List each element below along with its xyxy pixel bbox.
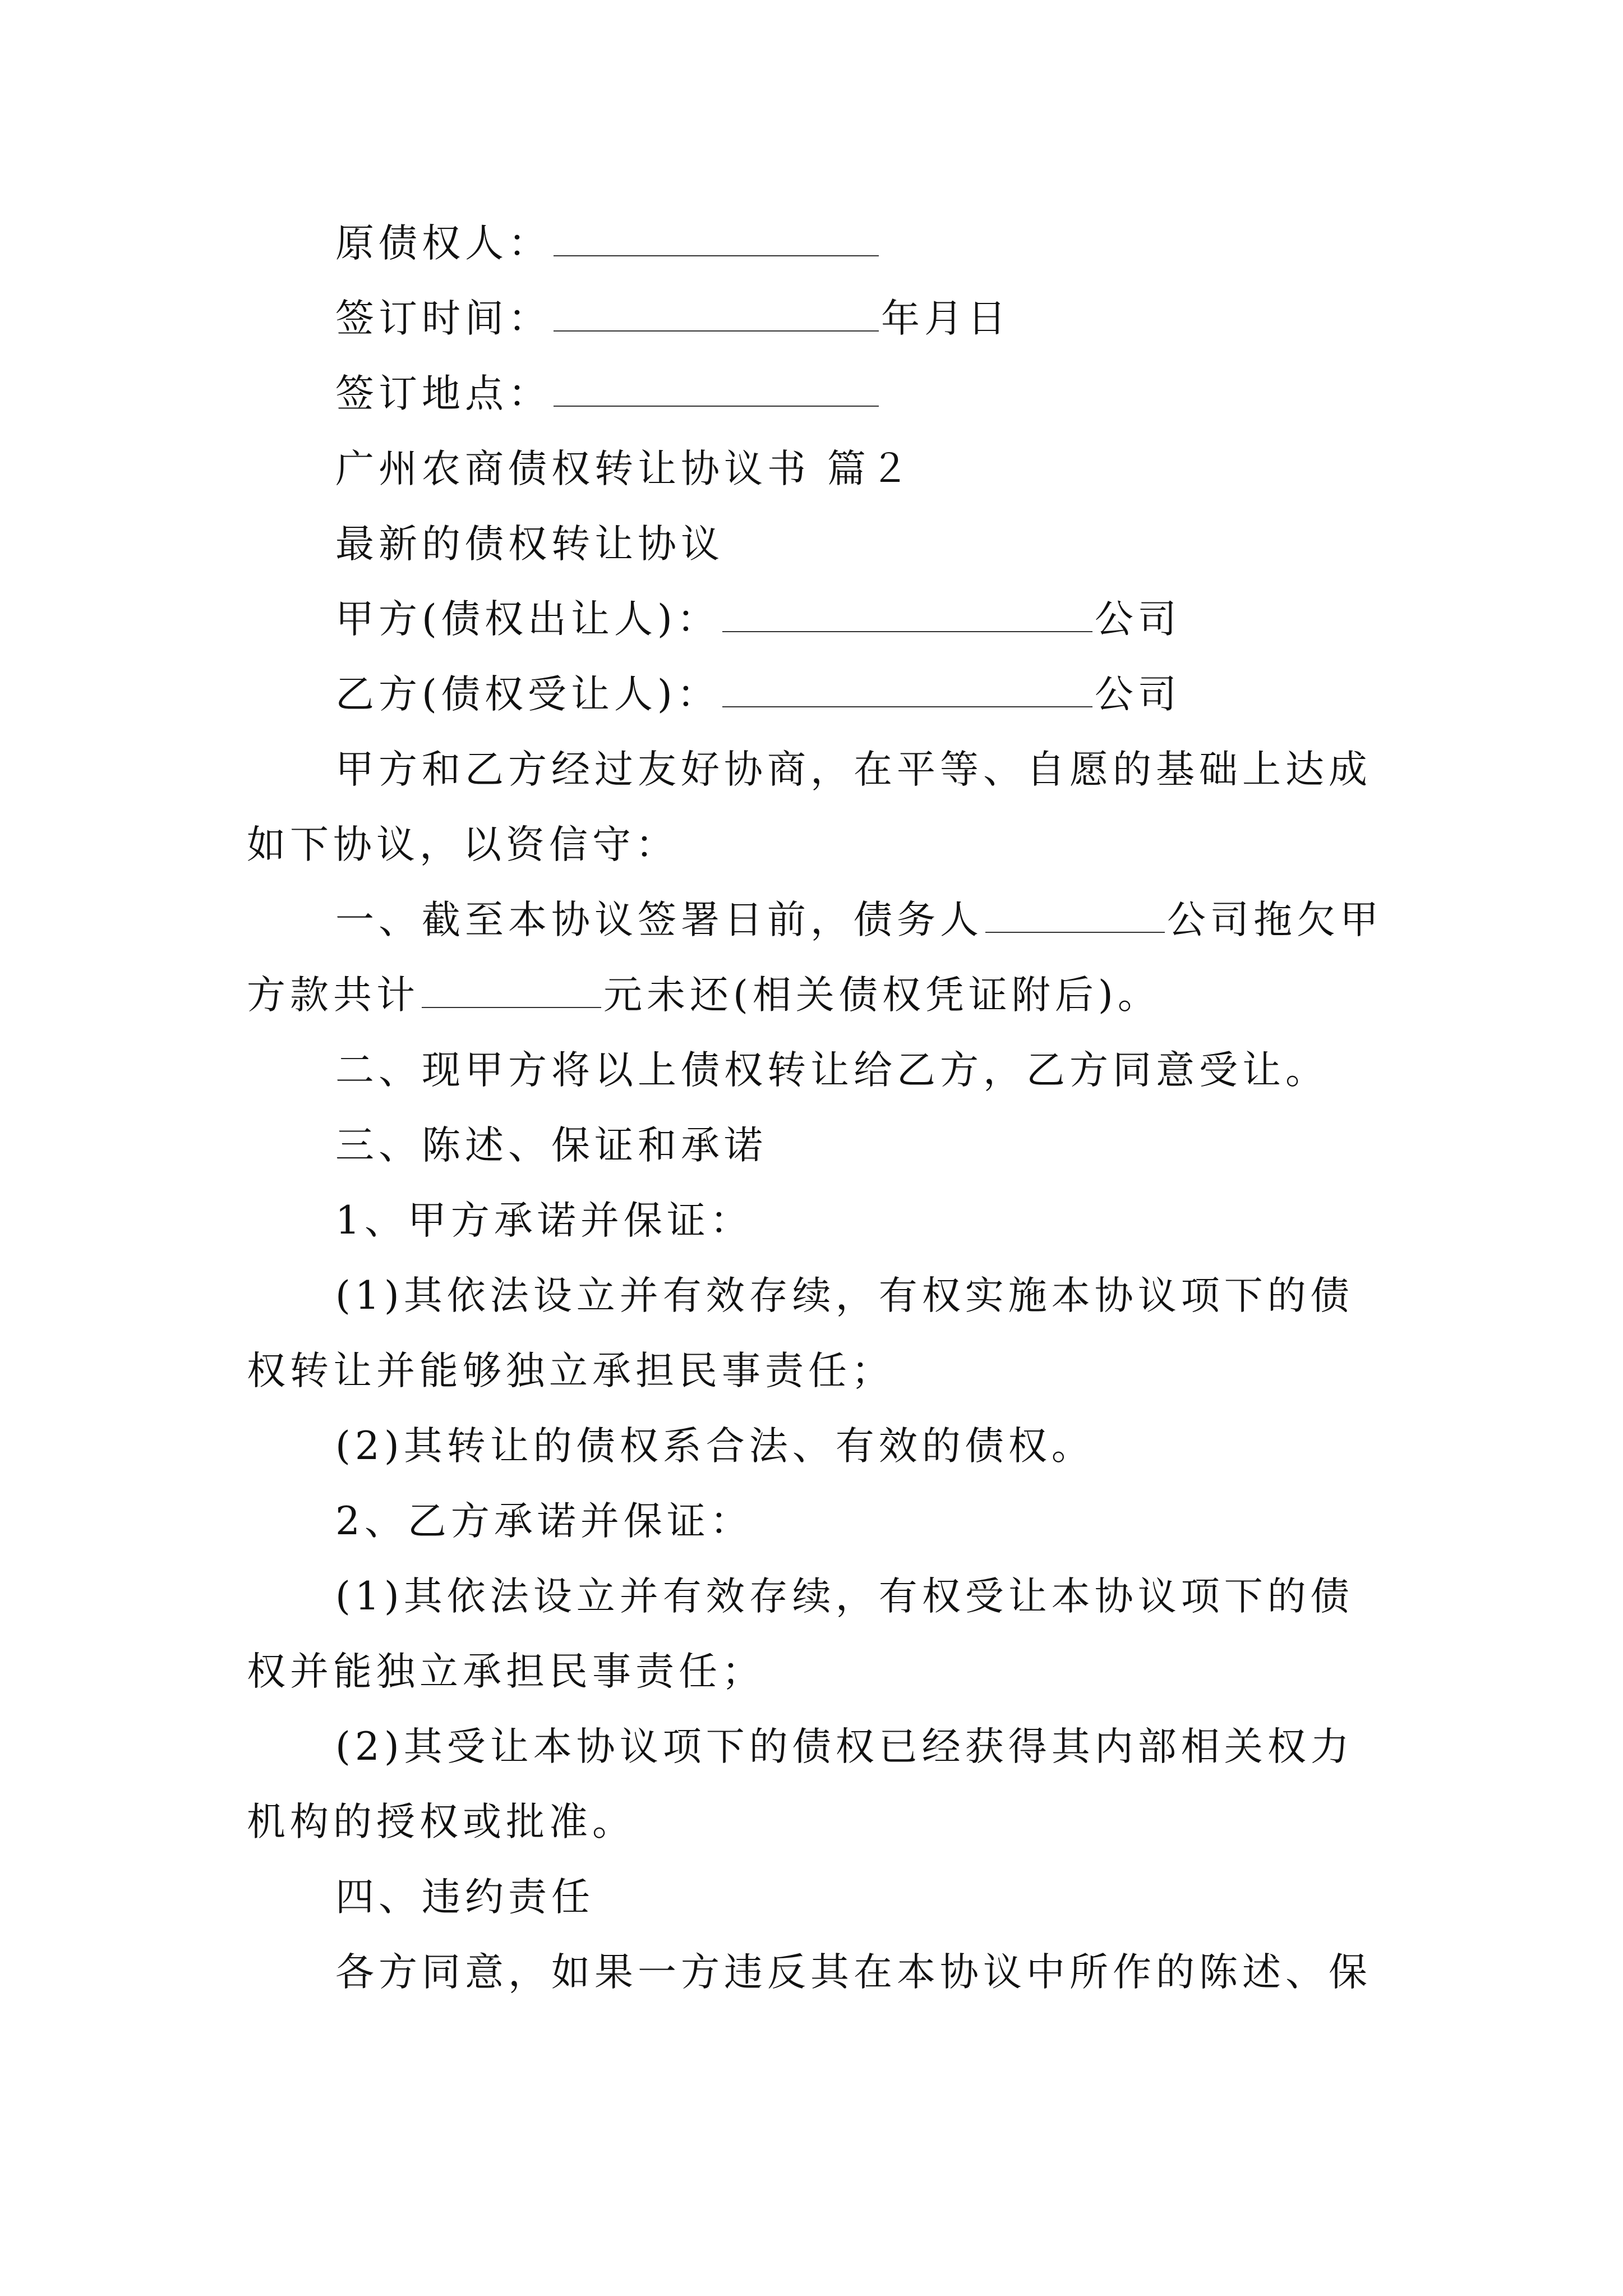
intro-paragraph-line-1: 甲方和乙方经过友好协商，在平等、自愿的基础上达成 — [335, 747, 1372, 792]
signing-date-suffix: 年月日 — [881, 296, 1011, 341]
party-b-blank — [722, 673, 1092, 707]
party-b-warranty-2-line-2: 机构的授权或批准。 — [247, 1800, 635, 1844]
signing-place-blank — [554, 372, 879, 407]
debtor-blank — [985, 898, 1165, 933]
clause-2: 二、现甲方将以上债权转让给乙方，乙方同意受让。 — [335, 1048, 1329, 1093]
party-a-suffix: 公司 — [1094, 597, 1181, 642]
clause-1-line-1 — [335, 894, 1383, 946]
clause-1-text-d: 元未还(相关债权凭证附后)。 — [603, 973, 1161, 1018]
signing-date-blank — [554, 297, 879, 332]
amount-blank — [422, 973, 601, 1008]
party-a-warranty-1-line-2: 权转让并能够独立承担民事责任； — [247, 1349, 895, 1393]
original-creditor-label: 原债权人： — [335, 221, 551, 266]
party-a-warranty-2: (2)其转让的债权系合法、有效的债权。 — [335, 1424, 1095, 1469]
party-b-warranty-1-line-1: (1)其依法设立并有效存续，有权受让本协议项下的债 — [335, 1574, 1354, 1619]
party-b-line — [335, 669, 1181, 720]
clause-1-line-2 — [247, 969, 1161, 1021]
party-a-warranty-heading: 1、甲方承诺并保证： — [335, 1198, 753, 1243]
party-a-label: 甲方(债权出让人)： — [335, 597, 720, 642]
clause-4-heading: 四、违约责任 — [335, 1875, 594, 1920]
party-b-warranty-heading: 2、乙方承诺并保证： — [335, 1499, 753, 1544]
party-a-line — [335, 593, 1181, 645]
signing-date-line — [335, 293, 1011, 344]
clause-4-text: 各方同意，如果一方违反其在本协议中所作的陈述、保 — [335, 1950, 1372, 1995]
party-a-warranty-1-line-1: (1)其依法设立并有效存续，有权实施本协议项下的债 — [335, 1273, 1354, 1318]
intro-paragraph-line-2: 如下协议，以资信守： — [247, 822, 679, 867]
signing-place-label: 签订地点： — [335, 371, 551, 416]
original-creditor-blank — [554, 222, 879, 256]
party-a-blank — [722, 597, 1092, 632]
party-b-suffix: 公司 — [1094, 672, 1181, 717]
signing-place-line — [335, 368, 881, 420]
original-creditor-line — [335, 218, 881, 269]
party-b-warranty-2-line-1: (2)其受让本协议项下的债权已经获得其内部相关权力 — [335, 1724, 1354, 1769]
party-b-warranty-1-line-2: 权并能独立承担民事责任； — [247, 1649, 765, 1694]
clause-3-heading: 三、陈述、保证和承诺 — [335, 1123, 767, 1168]
clause-1-text-c: 方款共计 — [247, 973, 419, 1018]
clause-1-text-a: 一、截至本协议签署日前，债务人 — [335, 898, 983, 942]
agreement-title: 最新的债权转让协议 — [335, 522, 724, 567]
clause-1-text-b: 公司拖欠甲 — [1167, 898, 1383, 942]
section-heading: 广州农商债权转让协议书 篇２ — [335, 447, 914, 491]
signing-date-label: 签订时间： — [335, 296, 551, 341]
party-b-label: 乙方(债权受让人)： — [335, 672, 720, 717]
